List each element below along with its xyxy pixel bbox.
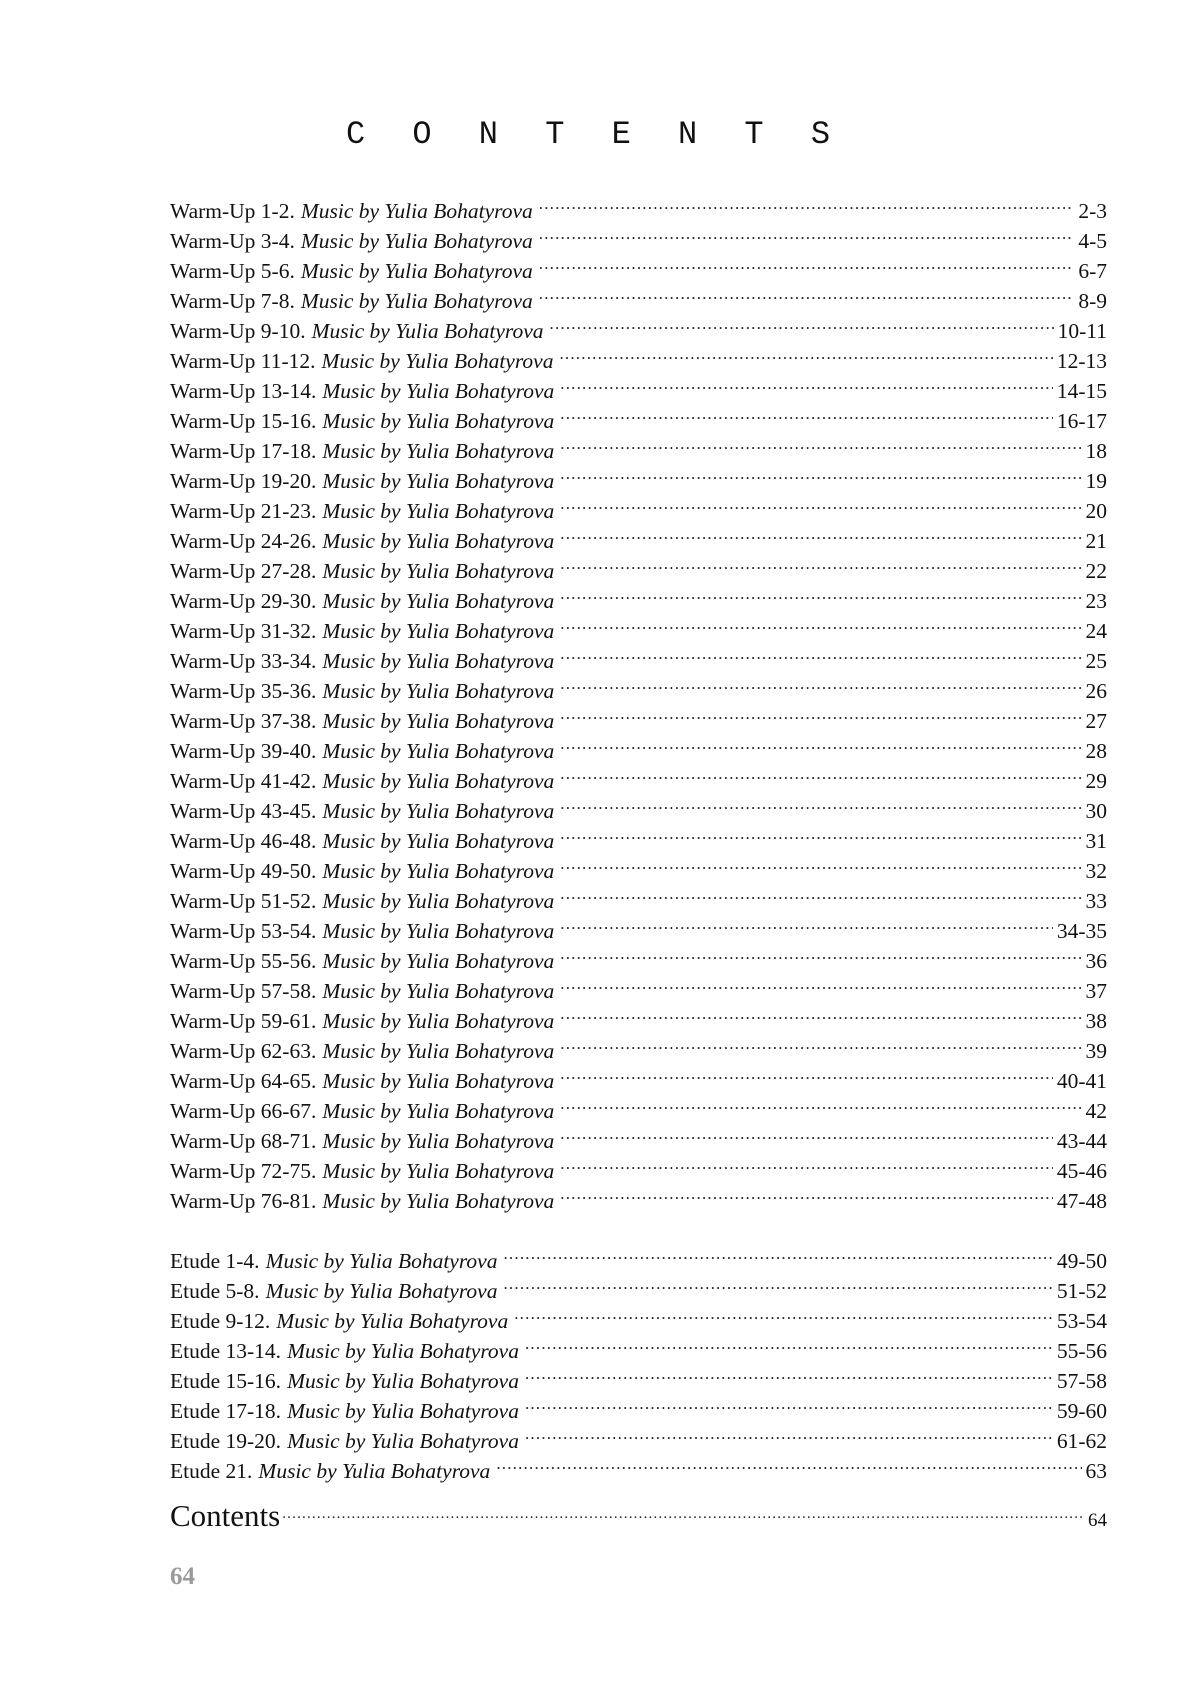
dot-leader [560, 608, 1081, 638]
toc-entry-title: Warm-Up 37-38. [170, 709, 317, 733]
toc-page-number: 63 [1085, 1459, 1107, 1483]
toc-entry-title: Warm-Up 21-23. [170, 499, 317, 523]
toc-entry-credit: Music by Yulia Bohatyrova [322, 859, 555, 883]
page-number: 64 [170, 1563, 195, 1590]
dot-leader [560, 1028, 1081, 1058]
dot-leader [559, 338, 1052, 368]
toc-page-number: 38 [1085, 1009, 1107, 1033]
toc-page-number: 10-11 [1057, 319, 1107, 343]
toc-entry[interactable] [170, 1238, 1107, 1273]
toc-entry-credit: Music by Yulia Bohatyrova [322, 799, 555, 823]
toc-entry-credit: Music by Yulia Bohatyrova [322, 739, 555, 763]
toc-entry-credit: Music by Yulia Bohatyrova [287, 1399, 519, 1423]
dot-leader [539, 278, 1075, 308]
toc-entry-title: Warm-Up 35-36. [170, 679, 317, 703]
toc-entry-title: Warm-Up 39-40. [170, 739, 317, 763]
dot-leader [525, 1388, 1053, 1418]
warmup-list [170, 188, 1107, 1213]
toc-entry-title: Warm-Up 62-63. [170, 1039, 317, 1063]
toc-entry-title: Etude 15-16. [170, 1369, 282, 1393]
dot-leader [560, 1178, 1053, 1208]
toc-page-number: 32 [1085, 859, 1107, 883]
table-of-contents [170, 188, 1107, 1534]
toc-page-number: 59-60 [1056, 1399, 1107, 1423]
dot-leader [525, 1418, 1053, 1448]
toc-entry-title: Etude 5-8. [170, 1279, 260, 1303]
toc-entry-credit: Music by Yulia Bohatyrova [258, 1459, 491, 1483]
dot-leader [560, 848, 1081, 878]
toc-entry-title: Warm-Up 68-71. [170, 1129, 317, 1153]
toc-page-number: 53-54 [1056, 1309, 1107, 1333]
toc-entry-title: Warm-Up 5-6. [170, 259, 295, 283]
toc-entry-credit: Music by Yulia Bohatyrova [287, 1339, 519, 1363]
toc-page-number: 51-52 [1056, 1279, 1107, 1303]
toc-entry-title: Warm-Up 43-45. [170, 799, 317, 823]
toc-entry-credit: Music by Yulia Bohatyrova [322, 1009, 555, 1033]
toc-entry-title: Warm-Up 24-26. [170, 529, 317, 553]
toc-page-number: 31 [1085, 829, 1107, 853]
toc-entry-title: Warm-Up 76-81. [170, 1189, 317, 1213]
dot-leader [539, 248, 1075, 278]
toc-entry-title: Warm-Up 3-4. [170, 229, 295, 253]
toc-entry-credit: Music by Yulia Bohatyrova [322, 589, 555, 613]
toc-entry-credit: Music by Yulia Bohatyrova [322, 979, 555, 1003]
toc-entry-title: Warm-Up 57-58. [170, 979, 317, 1003]
toc-entry-title: Warm-Up 66-67. [170, 1099, 317, 1123]
toc-entry-title: Warm-Up 9-10. [170, 319, 306, 343]
toc-entry-title: Warm-Up 51-52. [170, 889, 317, 913]
toc-entry-title: Warm-Up 29-30. [170, 589, 317, 613]
toc-entry-title: Warm-Up 11-12. [170, 349, 316, 373]
toc-page-number: 39 [1085, 1039, 1107, 1063]
page-title: C O N T E N T S [345, 116, 845, 153]
toc-entry-title: Warm-Up 49-50. [170, 859, 317, 883]
dot-leader [514, 1298, 1053, 1328]
toc-page-number: 14-15 [1056, 379, 1107, 403]
toc-page-number: 57-58 [1056, 1369, 1107, 1393]
dot-leader [560, 548, 1081, 578]
toc-page-number: 19 [1085, 469, 1107, 493]
toc-page-number: 25 [1085, 649, 1107, 673]
toc-page-number: 47-48 [1056, 1189, 1107, 1213]
dot-leader [560, 938, 1081, 968]
toc-entry-credit: Music by Yulia Bohatyrova [322, 649, 555, 673]
toc-page-number: 43-44 [1056, 1129, 1107, 1153]
dot-leader [503, 1268, 1052, 1298]
toc-page-number: 30 [1085, 799, 1107, 823]
toc-entry-title: Etude 1-4. [170, 1249, 260, 1273]
dot-leader [550, 308, 1054, 338]
toc-entry-title: Warm-Up 1-2. [170, 199, 295, 223]
toc-entry-title: Warm-Up 17-18. [170, 439, 317, 463]
toc-entry-credit: Music by Yulia Bohatyrova [322, 679, 555, 703]
dot-leader [560, 428, 1081, 458]
toc-entry-credit: Music by Yulia Bohatyrova [322, 379, 555, 403]
toc-page-number: 40-41 [1056, 1069, 1107, 1093]
toc-entry-title: Etude 13-14. [170, 1339, 282, 1363]
toc-page-number: 20 [1085, 499, 1107, 523]
toc-entry-title: Etude 17-18. [170, 1399, 282, 1423]
dot-leader [560, 1088, 1081, 1118]
toc-entry-credit: Music by Yulia Bohatyrova [322, 469, 555, 493]
toc-entry[interactable] [170, 338, 1107, 373]
toc-entry-title: Warm-Up 27-28. [170, 559, 317, 583]
toc-entry-credit: Music by Yulia Bohatyrova [322, 1099, 555, 1123]
dot-leader [560, 488, 1081, 518]
toc-entry-credit: Music by Yulia Bohatyrova [322, 769, 555, 793]
toc-entry-title: Warm-Up 64-65. [170, 1069, 317, 1093]
dot-leader [282, 1492, 1084, 1526]
toc-entry-credit: Music by Yulia Bohatyrova [322, 439, 555, 463]
toc-page-number: 28 [1085, 739, 1107, 763]
toc-page-number: 22 [1085, 559, 1107, 583]
toc-page-number: 27 [1085, 709, 1107, 733]
toc-page-number: 33 [1085, 889, 1107, 913]
toc-entry-credit: Music by Yulia Bohatyrova [311, 319, 544, 343]
toc-entry-credit: Music by Yulia Bohatyrova [322, 529, 555, 553]
toc-entry-credit: Music by Yulia Bohatyrova [322, 919, 555, 943]
toc-entry-title: Etude 19-20. [170, 1429, 282, 1453]
dot-leader [496, 1448, 1081, 1478]
toc-page-number: 18 [1085, 439, 1107, 463]
dot-leader [560, 968, 1081, 998]
toc-entry-title: Warm-Up 59-61. [170, 1009, 317, 1033]
toc-entry-credit: Music by Yulia Bohatyrova [322, 829, 555, 853]
dot-leader [560, 758, 1081, 788]
toc-page-number: 64 [1088, 1510, 1107, 1531]
toc-entry-credit: Music by Yulia Bohatyrova [300, 289, 533, 313]
dot-leader [560, 998, 1081, 1028]
etude-list [170, 1238, 1107, 1483]
toc-page-number: 24 [1085, 619, 1107, 643]
toc-page-number: 23 [1085, 589, 1107, 613]
toc-entry-title: Warm-Up 7-8. [170, 289, 295, 313]
toc-entry-title: Warm-Up 19-20. [170, 469, 317, 493]
toc-entry-title: Warm-Up 55-56. [170, 949, 317, 973]
toc-entry-title: Etude 9-12. [170, 1309, 271, 1333]
toc-entry-credit: Music by Yulia Bohatyrova [265, 1249, 498, 1273]
toc-entry-credit: Music by Yulia Bohatyrova [300, 229, 533, 253]
toc-entry-title: Warm-Up 13-14. [170, 379, 317, 403]
toc-entry-credit: Music by Yulia Bohatyrova [276, 1309, 509, 1333]
dot-leader [560, 1058, 1053, 1088]
toc-page-number: 34-35 [1056, 919, 1107, 943]
dot-leader [560, 878, 1081, 908]
toc-entry-credit: Music by Yulia Bohatyrova [300, 259, 533, 283]
dot-leader [560, 518, 1081, 548]
dot-leader [539, 218, 1075, 248]
toc-page-number: 29 [1085, 769, 1107, 793]
toc-entry-title: Contents [170, 1498, 281, 1533]
toc-entry-title: Warm-Up 33-34. [170, 649, 317, 673]
dot-leader [560, 368, 1053, 398]
toc-entry-credit: Music by Yulia Bohatyrova [300, 199, 533, 223]
toc-entry-credit: Music by Yulia Bohatyrova [322, 1039, 555, 1063]
toc-page-number: 49-50 [1056, 1249, 1107, 1273]
toc-entry-credit: Music by Yulia Bohatyrova [322, 1129, 555, 1153]
toc-entry-title: Warm-Up 41-42. [170, 769, 317, 793]
toc-page-number: 42 [1085, 1099, 1107, 1123]
toc-page-number: 26 [1085, 679, 1107, 703]
toc-page-number: 55-56 [1056, 1339, 1107, 1363]
toc-page-number: 21 [1085, 529, 1107, 553]
dot-leader [560, 668, 1081, 698]
toc-entry-title: Warm-Up 46-48. [170, 829, 317, 853]
toc-page-number: 45-46 [1056, 1159, 1107, 1183]
toc-entry-credit: Music by Yulia Bohatyrova [322, 709, 555, 733]
dot-leader [560, 1118, 1053, 1148]
toc-page-number: 61-62 [1056, 1429, 1107, 1453]
dot-leader [560, 1148, 1053, 1178]
toc-entry-credit: Music by Yulia Bohatyrova [322, 559, 555, 583]
toc-entry-title: Warm-Up 72-75. [170, 1159, 317, 1183]
dot-leader [560, 398, 1053, 428]
dot-leader [525, 1328, 1053, 1358]
toc-entry-credit: Music by Yulia Bohatyrova [321, 349, 554, 373]
toc-page-number: 36 [1085, 949, 1107, 973]
toc-entry-contents[interactable] [170, 1492, 1107, 1534]
toc-entry-credit: Music by Yulia Bohatyrova [265, 1279, 498, 1303]
toc-page-number: 4-5 [1078, 229, 1107, 253]
toc-entry-title: Warm-Up 53-54. [170, 919, 317, 943]
toc-page-number: 6-7 [1078, 259, 1107, 283]
dot-leader [503, 1238, 1052, 1268]
toc-entry[interactable] [170, 188, 1107, 223]
toc-entry-credit: Music by Yulia Bohatyrova [322, 949, 555, 973]
toc-page-number: 37 [1085, 979, 1107, 1003]
dot-leader [539, 188, 1075, 218]
dot-leader [560, 698, 1081, 728]
toc-entry-credit: Music by Yulia Bohatyrova [322, 1159, 555, 1183]
toc-entry-title: Warm-Up 31-32. [170, 619, 317, 643]
toc-entry-credit: Music by Yulia Bohatyrova [287, 1369, 519, 1393]
toc-entry-credit: Music by Yulia Bohatyrova [322, 1069, 555, 1093]
toc-page-number: 16-17 [1056, 409, 1107, 433]
toc-page-number: 12-13 [1056, 349, 1107, 373]
dot-leader [560, 578, 1081, 608]
toc-page-number: 2-3 [1078, 199, 1107, 223]
toc-entry-credit: Music by Yulia Bohatyrova [287, 1429, 519, 1453]
toc-entry-credit: Music by Yulia Bohatyrova [322, 1189, 555, 1213]
dot-leader [560, 788, 1081, 818]
toc-entry-credit: Music by Yulia Bohatyrova [322, 619, 555, 643]
dot-leader [560, 728, 1081, 758]
dot-leader [560, 818, 1081, 848]
toc-entry-credit: Music by Yulia Bohatyrova [322, 409, 555, 433]
toc-entry-title: Warm-Up 15-16. [170, 409, 317, 433]
dot-leader [560, 458, 1081, 488]
dot-leader [560, 638, 1081, 668]
toc-entry-credit: Music by Yulia Bohatyrova [322, 499, 555, 523]
dot-leader [525, 1358, 1053, 1388]
toc-entry-title: Etude 21. [170, 1459, 253, 1483]
dot-leader [560, 908, 1053, 938]
toc-entry-credit: Music by Yulia Bohatyrova [322, 889, 555, 913]
toc-page-number: 8-9 [1078, 289, 1107, 313]
